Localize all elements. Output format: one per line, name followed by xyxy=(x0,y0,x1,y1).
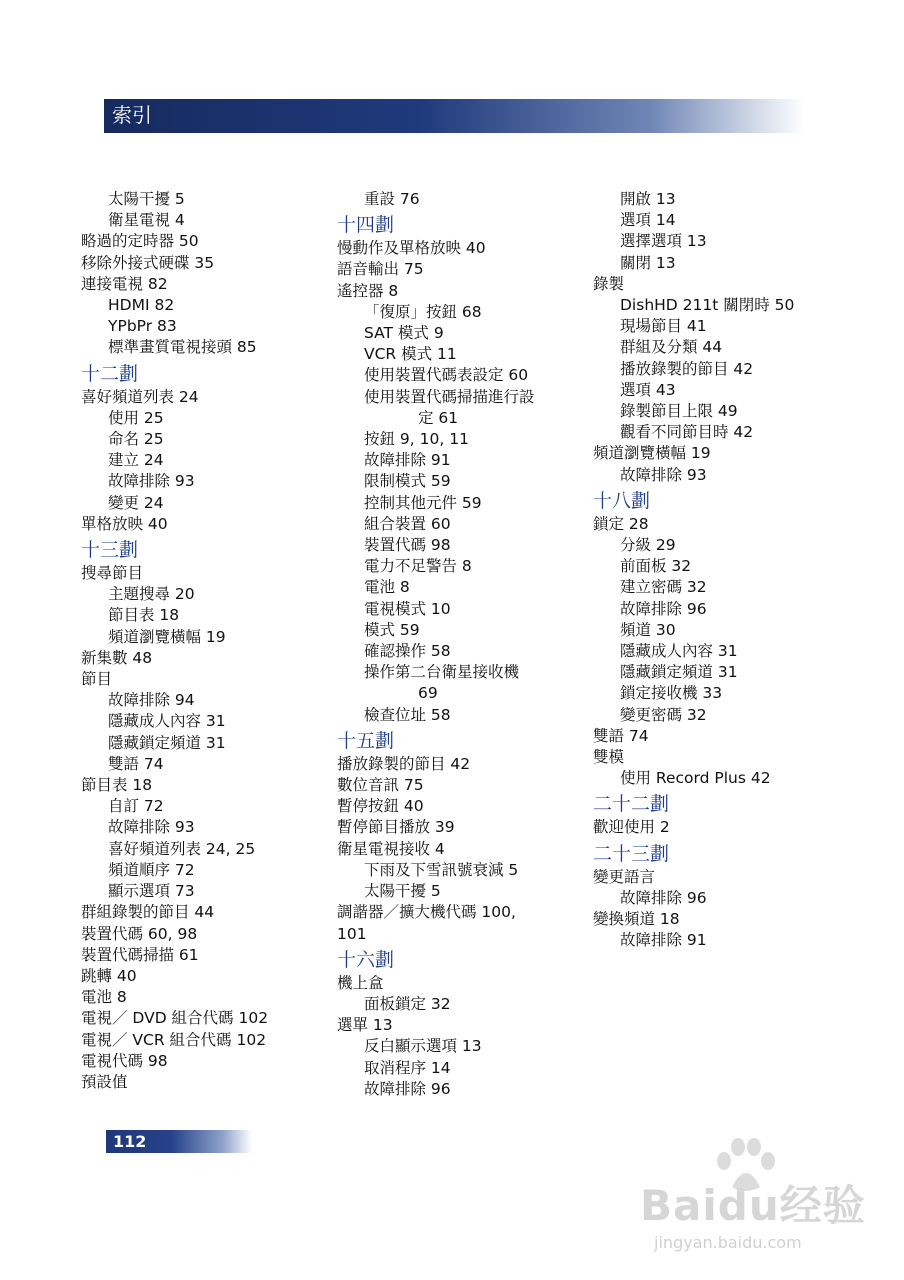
page-title: 索引 xyxy=(112,103,152,127)
index-entry: 歡迎使用 2 xyxy=(593,818,670,837)
index-subentry: 建立 24 xyxy=(108,451,164,470)
index-subentry: 按鈕 9, 10, 11 xyxy=(364,430,469,449)
index-subentry: 使用 25 xyxy=(108,408,164,427)
index-subentry: 雙語 74 xyxy=(108,754,164,773)
index-subentry: 命名 25 xyxy=(108,430,164,449)
index-entry: 群組錄製的節目 44 xyxy=(81,903,215,922)
index-subentry: 選項 43 xyxy=(620,380,676,399)
index-subentry: 錄製節目上限 49 xyxy=(620,402,738,421)
index-subentry: HDMI 82 xyxy=(108,296,175,315)
section-heading: 十二劃 xyxy=(81,362,139,385)
index-subentry: 選項 14 xyxy=(620,211,676,230)
index-subentry: 確認操作 58 xyxy=(364,642,451,661)
index-subentry: 現場節目 41 xyxy=(620,317,707,336)
index-subentry: 頻道瀏覽橫幅 19 xyxy=(108,627,226,646)
index-entry: 語音輸出 75 xyxy=(337,260,424,279)
index-entry: 101 xyxy=(337,924,367,943)
index-entry: 跳轉 40 xyxy=(81,966,137,985)
index-subentry: 太陽干擾 5 xyxy=(364,882,441,901)
index-subentry: 電視模式 10 xyxy=(364,599,451,618)
page-number-bar xyxy=(106,1130,252,1153)
index-entry: 節目表 18 xyxy=(81,776,153,795)
index-entry: 新集數 48 xyxy=(81,648,153,667)
index-subentry: 自訂 72 xyxy=(108,797,164,816)
index-subentry: 下雨及下雪訊號衰減 5 xyxy=(364,860,519,879)
index-entry: 暫停按鈕 40 xyxy=(337,797,424,816)
index-subentry: DishHD 211t 關閉時 50 xyxy=(620,296,795,315)
index-entry: 遙控器 8 xyxy=(337,281,399,300)
index-entry: 裝置代碼掃描 61 xyxy=(81,945,199,964)
index-entry: 頻道瀏覽橫幅 19 xyxy=(593,444,711,463)
index-subentry: 取消程序 14 xyxy=(364,1058,451,1077)
index-subentry: 衛星電視 4 xyxy=(108,211,185,230)
index-subentry: 節目表 18 xyxy=(108,606,180,625)
watermark-brand: Baidu经验 xyxy=(640,1181,866,1230)
index-subentry: 故障排除 96 xyxy=(364,1079,451,1098)
index-column-2 xyxy=(337,189,582,1100)
index-subentry: 模式 59 xyxy=(364,620,420,639)
page-number: 112 xyxy=(113,1132,147,1151)
index-entry: 移除外接式硬碟 35 xyxy=(81,253,215,272)
index-subentry: 定 61 xyxy=(418,408,459,427)
index-subentry: 69 xyxy=(418,684,438,703)
index-entry: 電視代碼 98 xyxy=(81,1051,168,1070)
index-subentry: 前面板 32 xyxy=(620,557,692,576)
watermark xyxy=(640,1135,870,1275)
index-subentry: 故障排除 91 xyxy=(364,451,451,470)
index-entry: 電視／ DVD 組合代碼 102 xyxy=(81,1009,269,1028)
index-subentry: 關閉 13 xyxy=(620,253,676,272)
index-subentry: 頻道 30 xyxy=(620,620,676,639)
index-entry: 錄製 xyxy=(593,274,625,293)
index-subentry: 操作第二台衛星接收機 xyxy=(364,663,520,682)
index-subentry: 隱藏成人內容 31 xyxy=(620,642,738,661)
index-column-1 xyxy=(81,189,326,1093)
section-heading: 二十二劃 xyxy=(593,793,670,816)
section-heading: 十八劃 xyxy=(593,489,651,512)
index-subentry: VCR 模式 11 xyxy=(364,345,457,364)
index-subentry: 變更 24 xyxy=(108,493,164,512)
index-subentry: 「復原」按鈕 68 xyxy=(364,302,482,321)
index-subentry: 主題搜尋 20 xyxy=(108,585,195,604)
index-column-3 xyxy=(593,189,838,952)
index-entry: 喜好頻道列表 24 xyxy=(81,387,199,406)
index-entry: 播放錄製的節目 42 xyxy=(337,754,471,773)
index-subentry: 群組及分類 44 xyxy=(620,338,723,357)
index-subentry: 開啟 13 xyxy=(620,190,676,208)
index-subentry: 電池 8 xyxy=(364,578,410,597)
index-entry: 選單 13 xyxy=(337,1016,393,1035)
index-subentry: SAT 模式 9 xyxy=(364,324,444,343)
index-subentry: 故障排除 93 xyxy=(108,818,195,837)
index-entry: 變換頻道 18 xyxy=(593,910,680,929)
index-entry: 雙模 xyxy=(593,748,625,767)
index-entry: 暫停節目播放 39 xyxy=(337,818,455,837)
index-subentry: 使用裝置代碼表設定 60 xyxy=(364,366,529,385)
index-subentry: 故障排除 93 xyxy=(620,465,707,484)
index-subentry: 鎖定接收機 33 xyxy=(620,684,723,703)
header-bar xyxy=(104,99,804,133)
section-heading: 十四劃 xyxy=(337,214,395,237)
index-entry: 慢動作及單格放映 40 xyxy=(337,239,486,258)
section-heading: 十六劃 xyxy=(337,948,395,971)
index-subentry: 變更密碼 32 xyxy=(620,705,707,724)
index-entry: 數位音訊 75 xyxy=(337,776,424,795)
index-entry: 單格放映 40 xyxy=(81,514,168,533)
index-subentry: 使用 Record Plus 42 xyxy=(620,769,771,788)
index-entry: 搜尋節目 xyxy=(81,564,144,583)
section-heading: 十三劃 xyxy=(81,539,139,562)
index-subentry: 播放錄製的節目 42 xyxy=(620,359,754,378)
index-subentry: 分級 29 xyxy=(620,536,676,555)
index-subentry: 使用裝置代碼掃描進行設 xyxy=(364,387,535,406)
index-entry: 電池 8 xyxy=(81,988,127,1007)
index-subentry: 控制其他元件 59 xyxy=(364,493,482,512)
index-entry: 裝置代碼 60, 98 xyxy=(81,924,198,943)
index-entry: 衛星電視接收 4 xyxy=(337,839,445,858)
index-subentry: 隱藏鎖定頻道 31 xyxy=(108,733,226,752)
index-subentry: 觀看不同節目時 42 xyxy=(620,423,754,442)
index-subentry: 故障排除 96 xyxy=(620,888,707,907)
index-subentry: 喜好頻道列表 24, 25 xyxy=(108,839,256,858)
index-subentry: 隱藏成人內容 31 xyxy=(108,712,226,731)
index-subentry: 太陽干擾 5 xyxy=(108,190,185,208)
index-subentry: 顯示選項 73 xyxy=(108,882,195,901)
index-subentry: 故障排除 96 xyxy=(620,599,707,618)
section-heading: 二十三劃 xyxy=(593,842,670,865)
index-subentry: 電力不足警告 8 xyxy=(364,557,472,576)
section-heading: 十五劃 xyxy=(337,729,395,752)
index-subentry: 面板鎖定 32 xyxy=(364,994,451,1013)
index-subentry: 反白顯示選項 13 xyxy=(364,1037,482,1056)
index-entry: 調諧器／擴大機代碼 100, xyxy=(337,903,516,922)
index-subentry: 故障排除 91 xyxy=(620,931,707,950)
index-subentry: 標準畫質電視接頭 85 xyxy=(108,338,257,357)
index-entry: 略過的定時器 50 xyxy=(81,232,199,251)
index-subentry: 組合裝置 60 xyxy=(364,514,451,533)
index-entry: 電視／ VCR 組合代碼 102 xyxy=(81,1030,267,1049)
index-subentry: YPbPr 83 xyxy=(108,317,177,336)
index-subentry: 限制模式 59 xyxy=(364,472,451,491)
index-subentry: 裝置代碼 98 xyxy=(364,536,451,555)
index-entry: 雙語 74 xyxy=(593,726,649,745)
index-subentry: 建立密碼 32 xyxy=(620,578,707,597)
index-entry: 鎖定 28 xyxy=(593,514,649,533)
index-subentry: 檢查位址 58 xyxy=(364,705,451,724)
index-subentry: 重設 76 xyxy=(364,190,420,208)
index-entry: 預設值 xyxy=(81,1072,128,1091)
index-subentry: 故障排除 94 xyxy=(108,691,195,710)
index-subentry: 故障排除 93 xyxy=(108,472,195,491)
index-entry: 機上盒 xyxy=(337,973,384,992)
index-entry: 節目 xyxy=(81,670,113,689)
index-subentry: 選擇選項 13 xyxy=(620,232,707,251)
watermark-url: jingyan.baidu.com xyxy=(654,1233,802,1252)
index-entry: 連接電視 82 xyxy=(81,274,168,293)
index-entry: 變更語言 xyxy=(593,867,656,886)
index-subentry: 頻道順序 72 xyxy=(108,860,195,879)
index-subentry: 隱藏鎖定頻道 31 xyxy=(620,663,738,682)
